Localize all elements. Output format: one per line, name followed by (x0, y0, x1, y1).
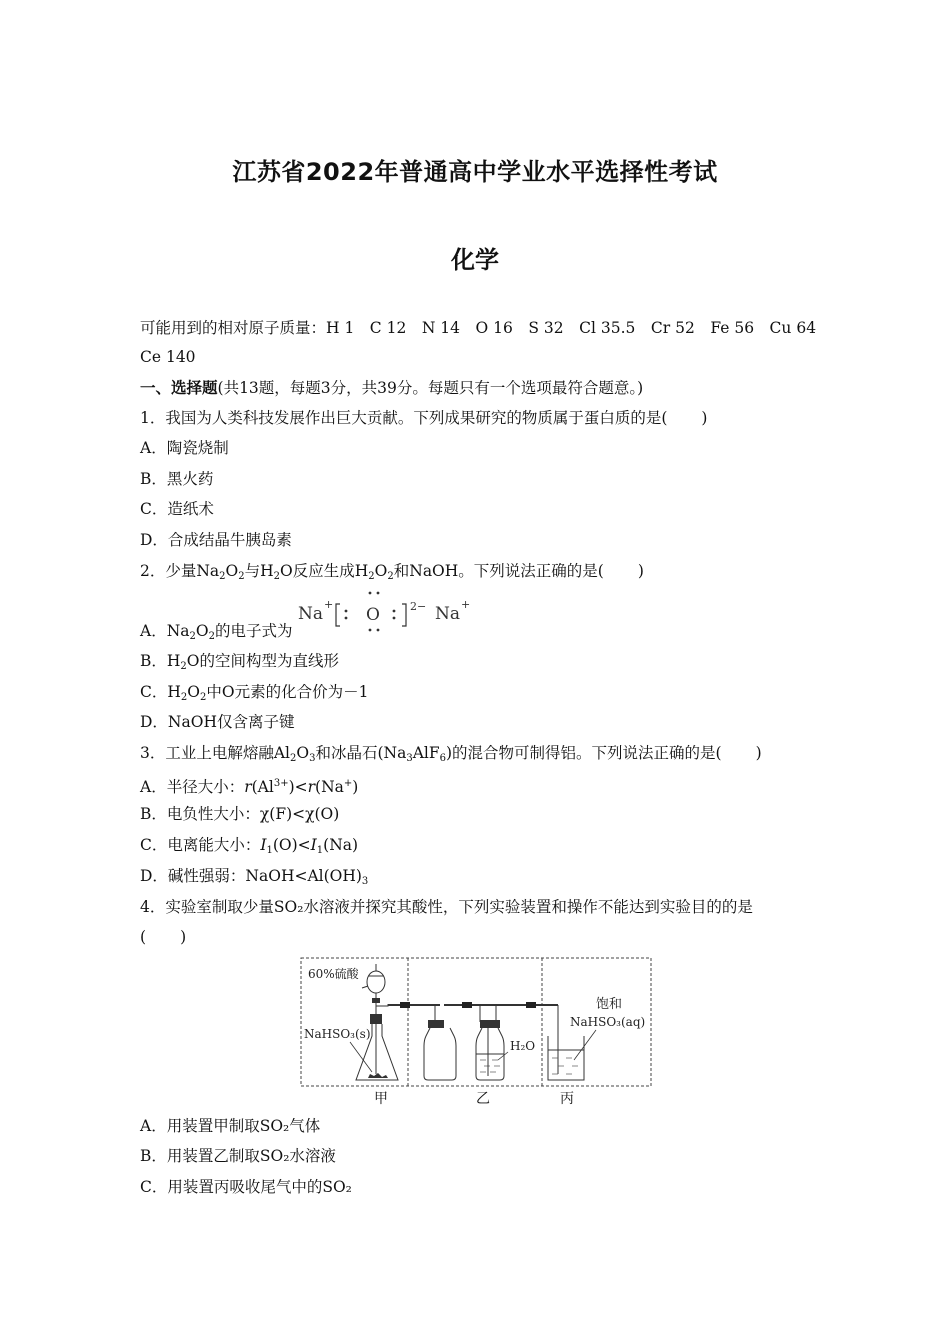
q1-close-paren: ) (701, 409, 708, 427)
ef-oxygen: O (366, 605, 380, 625)
apparatus-bing (548, 996, 645, 1080)
ef-bracket-right (402, 604, 406, 626)
q2-stem: 2．少量$Na_2O_2$与$H_2O$反应生成$H_2O_2$和NaOH。下列说法正确的是( ) (140, 562, 644, 582)
q2-option-b: B．$H_2O$的空间构型为直线形 (140, 652, 340, 672)
label-yi: 乙 (476, 1091, 490, 1107)
q1-stem-text: 1．我国为人类科技发展作出巨大贡献。下列成果研究的物质属于蛋白质的是( (140, 409, 668, 427)
label-jia: 甲 (374, 1091, 388, 1107)
saturated-label: 饱和 (596, 997, 623, 1012)
label-bing: 丙 (560, 1091, 574, 1107)
apparatus-jia (304, 964, 440, 1080)
q2-option-a: A．$Na_2O_2$的电子式为 (140, 622, 293, 642)
q3-option-c: C．电离能大小：$I_1(O)<I_1(Na)$ (140, 836, 359, 856)
q4-option-c: C．用装置丙吸收尾气中的SO₂ (140, 1178, 352, 1196)
subject-title: 化学 (451, 246, 499, 274)
solid-label: NaHSO₃(s) (304, 1027, 371, 1041)
ef-charge: 2− (410, 600, 427, 613)
q4-stem: 4．实验室制取少量SO₂水溶液并探究其酸性，下列实验装置和操作不能达到实验目的的是 (140, 898, 753, 916)
atomic-masses-cont: Ce 140 (140, 348, 196, 366)
q3-option-b: B．电负性大小：χ(F)<χ(O) (140, 805, 340, 823)
saturated-solution-label: NaHSO₃(aq) (570, 1015, 646, 1029)
q2-option-d: D．NaOH仅含离子键 (140, 713, 295, 731)
water-label: H₂O (510, 1039, 536, 1053)
q3-stem: 3．工业上电解熔融$Al_2O_3$和冰晶石$(Na_3AlF_6)$的混合物可制得铝。下列说法正确的是( ) (140, 744, 762, 764)
q2-option-c: C．$H_2O_2$中O元素的化合价为－1 (140, 683, 369, 703)
exam-title: 江苏省2022年普通高中学业水平选择性考试 (232, 158, 718, 186)
q1-option-a: A．陶瓷烧制 (140, 439, 229, 457)
q1-option-c: C．造纸术 (140, 500, 214, 518)
ef-bracket-left (336, 604, 340, 626)
q4-option-a: A．用装置甲制取SO₂气体 (140, 1117, 321, 1135)
atomic-masses: 可能用到的相对原子质量：H 1 C 12 N 14 O 16 S 32 Cl 35.5 Cr 52 Fe 56 Cu 64 (140, 319, 817, 337)
q4-option-b: B．用装置乙制取SO₂水溶液 (140, 1147, 336, 1165)
svg-text:+: + (461, 598, 471, 611)
acid-label: 60%硫酸 (308, 967, 359, 981)
q1-option-d: D．合成结晶牛胰岛素 (140, 531, 292, 549)
q1-option-b: B．黑火药 (140, 470, 214, 488)
electron-formula (296, 586, 496, 636)
section-note: (共13题，每题3分，共39分。每题只有一个选项最符合题意。) (217, 379, 644, 397)
ef-na-left-charge: + (324, 598, 334, 611)
q4-answer-paren: ( ) (140, 928, 187, 946)
q3-option-a: A．半径大小：$r(Al^{3+})<r(Na^+)$ (140, 778, 359, 796)
section-title: 一、选择题 (140, 379, 218, 397)
section-heading (140, 378, 643, 398)
q1-stem (140, 408, 707, 428)
apparatus-figure (300, 956, 652, 1106)
ef-na-right: Na (435, 604, 461, 624)
q3-option-d: D．碱性强弱：$NaOH<Al(OH)_3$ (140, 867, 369, 887)
apparatus-yi (424, 1002, 558, 1080)
ef-na-left: Na (298, 604, 324, 624)
